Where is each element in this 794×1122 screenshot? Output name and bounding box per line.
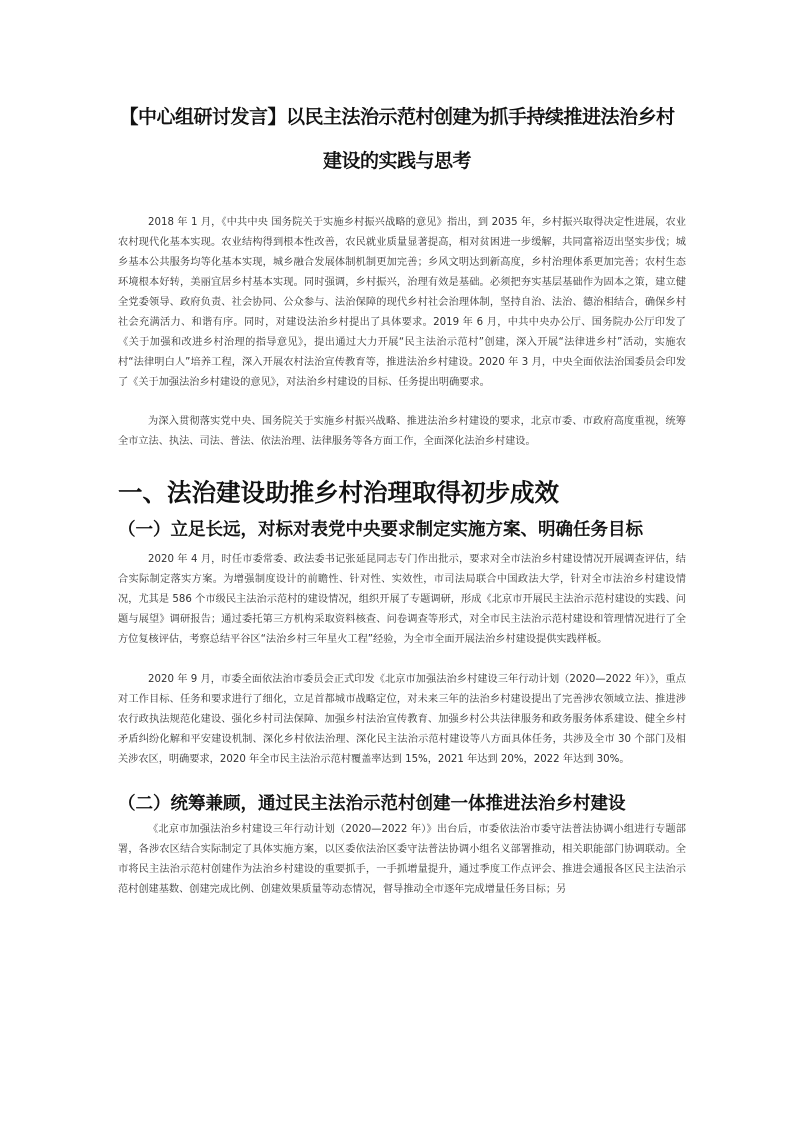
paragraph-implementation: 《北京市加强法治乡村建设三年行动计划（2020—2022 年）》出台后，市委依法治市委守法普法协调小组进行专题部署，各涉农区结合实际制定了具体实施方案，以区委依法治区委守法普法协调小组名义部署推动，相关职能部门协调联动。全市将民主法治示范村创建作为法治乡村建设的重要抓手，一手抓增量提升，通过季度工作点评会、推进会通报各区民主法治示范村创建基数、创建完成比例、创建效果质量等动态情况，督导推动全市逐年完成增量任务目标；另 <box>118 824 686 895</box>
section-heading-1: 一、法治建设助推乡村治理取得初步成效 <box>118 478 559 507</box>
subsection-heading-1: （一）立足长远，对标对表党中央要求制定实施方案、明确任务目标 <box>118 520 643 540</box>
paragraph-beijing-measures: 为深入贯彻落实党中央、国务院关于实施乡村振兴战略、推进法治乡村建设的要求，北京市委、市政府高度重视，统筹全市立法、执法、司法、普法、依法治理、法律服务等各方面工作，全面深化法治乡村建设。 <box>118 416 686 447</box>
paragraph-investigation: 2020 年 4 月，时任市委常委、政法委书记张延昆同志专门作出批示，要求对全市法治乡村建设情况开展调查评估，结合实际制定落实方案。为增强制度设计的前瞻性、针对性、实效性，市司法局联合中国政法大学，针对全市法治乡村建设情况，尤其是 586 个市级民主法治示范村的建设情况，组织开展了专题调研，形成《北京市开展民主法治示范村建设的实践、问题与展望》调研报告；通过委托第三方机构采取资料核查、问卷调查等形式，对全市民主法治示范村建设和管理情况进行了全方位复核评估，考察总结平谷区“法治乡村三年星火工程”经验，为全市全面开展法治乡村建设提供实践样板。 <box>118 554 686 645</box>
subsection-heading-2: （二）统筹兼顾，通过民主法治示范村创建一体推进法治乡村建设 <box>118 794 626 814</box>
document-title-line-2: 建设的实践与思考 <box>322 150 471 172</box>
document-title-line-1: 【中心组研讨发言】以民主法治示范村创建为抓手持续推进法治乡村 <box>119 106 675 128</box>
paragraph-action-plan: 2020 年 9 月，市委全面依法治市委员会正式印发《北京市加强法治乡村建设三年行动计划（2020—2022 年）》，重点对工作目标、任务和要求进行了细化，立足首都城市战略定位，对未来三年的法治乡村建设提出了完善涉农领域立法、推进涉农行政执法规范化建设、强化乡村司法保障、加强乡村法治宣传教育、加强乡村公共法律服务和政务服务体系建设、健全乡村矛盾纠纷化解和平安建设机制、深化乡村依法治理、深化民主法治示范村建设等八方面具体任务，共涉及全市 30 个部门及相关涉农区，明确要求，2020 年全市民主法治示范村覆盖率达到 15%，2021 年达到 20%，2022 年达到 30%。 <box>118 674 686 765</box>
paragraph-intro: 2018 年 1 月，《中共中央 国务院关于实施乡村振兴战略的意见》指出，到 2035 年，乡村振兴取得决定性进展，农业农村现代化基本实现。农业结构得到根本性改善，农民就业质量显著提高，相对贫困进一步缓解，共同富裕迈出坚实步伐；城乡基本公共服务均等化基本实现，城乡融合发展体制机制更加完善；乡风文明达到新高度，乡村治理体系更加完善；农村生态环境根本好转，美丽宜居乡村基本实现。同时强调，乡村振兴，治理有效是基础。必须把夯实基层基础作为固本之策，建立健全党委领导、政府负责、社会协同、公众参与、法治保障的现代乡村社会治理体制，坚持自治、法治、德治相结合，确保乡村社会充满活力、和谐有序。同时，对建设法治乡村提出了具体要求。2019 年 6 月，中共中央办公厅、国务院办公厅印发了《关于加强和改进乡村治理的指导意见》，提出通过大力开展“民主法治示范村”创建，深入开展“法律进乡村”活动，实施农村“法律明白人”培养工程，深入开展农村法治宣传教育等，推进法治乡村建设。2020 年 3 月，中央全面依法治国委员会印发了《关于加强法治乡村建设的意见》，对法治乡村建设的目标、任务提出明确要求。 <box>118 217 686 388</box>
